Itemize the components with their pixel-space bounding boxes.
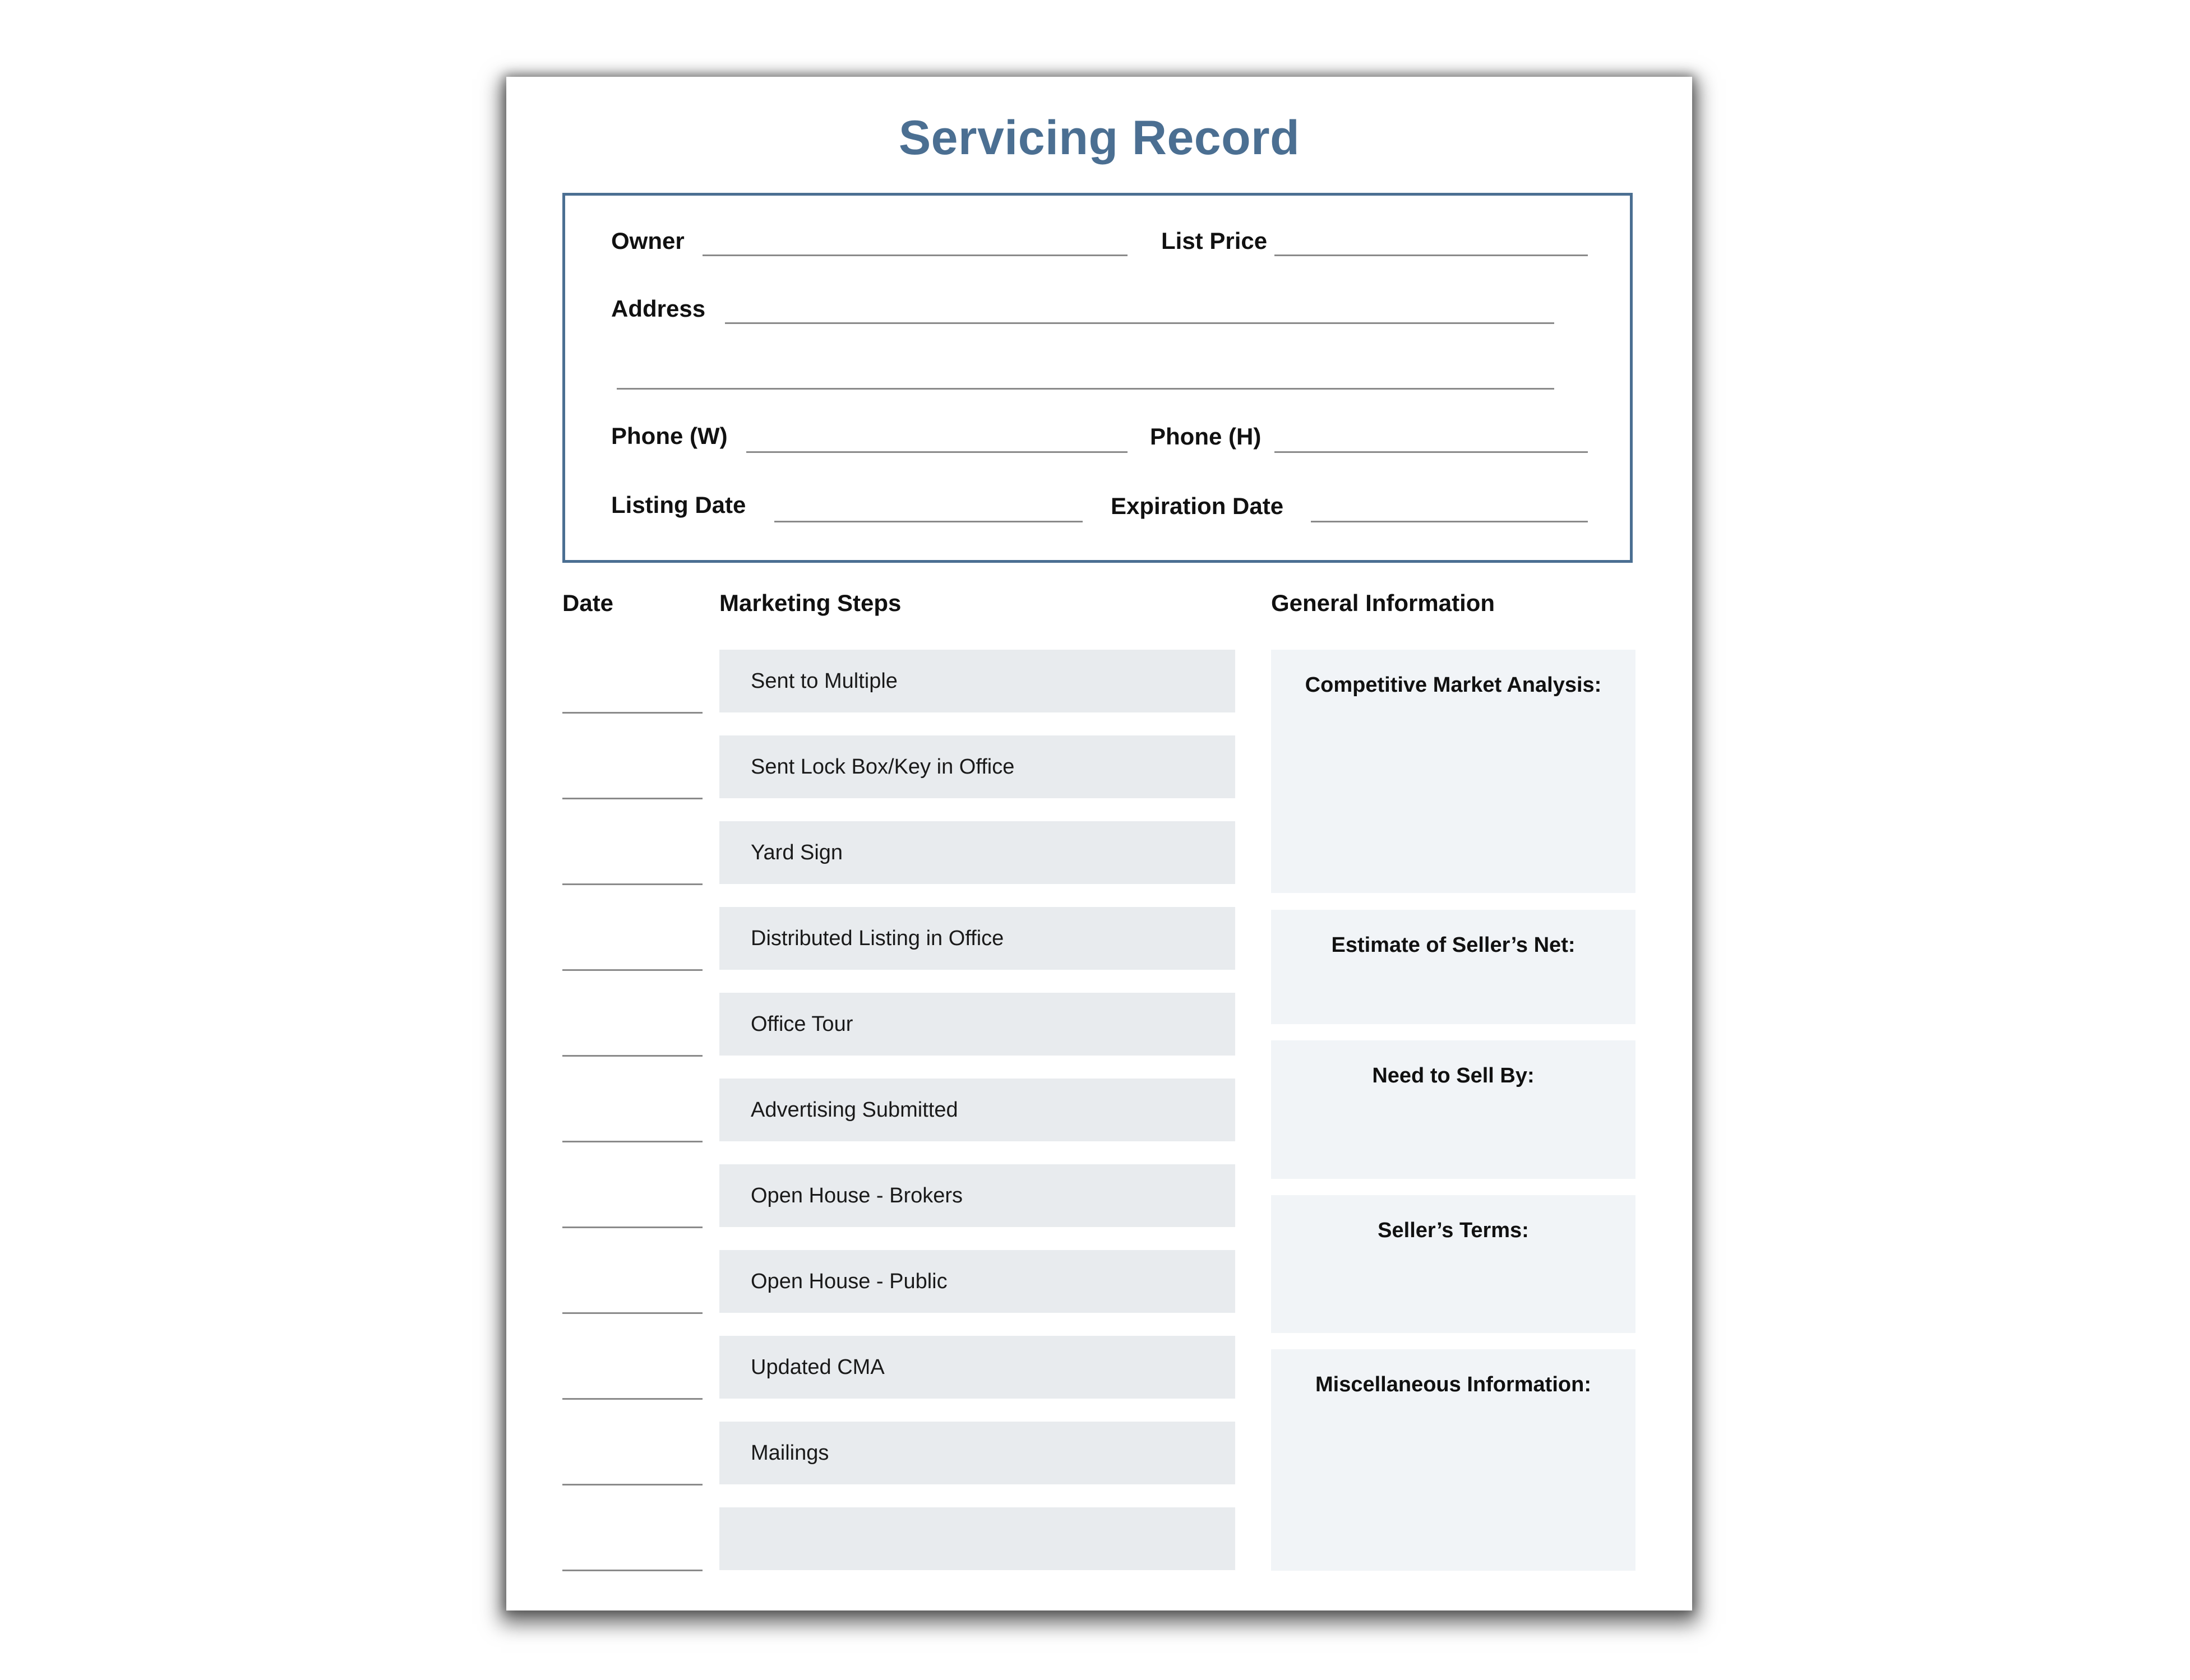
sellers-terms-label: Seller’s Terms: xyxy=(1378,1219,1529,1242)
marketing-step[interactable]: Sent to Multiple xyxy=(719,650,1235,712)
expiration-date-label: Expiration Date xyxy=(1111,493,1284,519)
phone-home-field[interactable] xyxy=(1274,451,1588,453)
marketing-step-blank[interactable] xyxy=(719,1507,1235,1570)
general-information-column-header: General Information xyxy=(1271,590,1495,616)
page-title: Servicing Record xyxy=(898,111,1300,165)
date-field[interactable] xyxy=(562,969,703,971)
list-price-label: List Price xyxy=(1161,228,1268,254)
estimate-of-sellers-net-panel[interactable] xyxy=(1271,910,1635,1024)
address-field-line-2[interactable] xyxy=(617,388,1554,390)
date-field[interactable] xyxy=(562,712,703,714)
date-field[interactable] xyxy=(562,1398,703,1400)
marketing-step[interactable]: Yard Sign xyxy=(719,821,1235,884)
date-field[interactable] xyxy=(562,1227,703,1228)
date-column-header: Date xyxy=(562,590,614,616)
need-to-sell-by-panel[interactable] xyxy=(1271,1040,1635,1179)
date-field[interactable] xyxy=(562,1484,703,1485)
marketing-step[interactable]: Mailings xyxy=(719,1422,1235,1484)
owner-info-box xyxy=(562,193,1633,563)
marketing-step[interactable]: Sent Lock Box/Key in Office xyxy=(719,735,1235,798)
miscellaneous-information-label: Miscellaneous Information: xyxy=(1315,1373,1591,1396)
expiration-date-field[interactable] xyxy=(1311,521,1588,522)
sellers-terms-panel[interactable] xyxy=(1271,1195,1635,1333)
list-price-field[interactable] xyxy=(1274,254,1588,256)
marketing-step[interactable]: Open House - Brokers xyxy=(719,1164,1235,1227)
address-field-line-1[interactable] xyxy=(725,322,1554,324)
marketing-step[interactable]: Open House - Public xyxy=(719,1250,1235,1313)
date-field[interactable] xyxy=(562,1312,703,1314)
date-field[interactable] xyxy=(562,1570,703,1571)
owner-field[interactable] xyxy=(703,254,1128,256)
competitive-market-analysis-label: Competitive Market Analysis: xyxy=(1305,673,1602,697)
estimate-of-sellers-net-label: Estimate of Seller’s Net: xyxy=(1331,933,1575,957)
listing-date-label: Listing Date xyxy=(611,492,746,518)
date-field[interactable] xyxy=(562,1141,703,1142)
phone-work-field[interactable] xyxy=(746,451,1128,453)
phone-work-label: Phone (W) xyxy=(611,423,728,449)
marketing-step[interactable]: Office Tour xyxy=(719,993,1235,1056)
miscellaneous-information-panel[interactable] xyxy=(1271,1349,1635,1571)
address-label: Address xyxy=(611,295,706,322)
date-field[interactable] xyxy=(562,798,703,799)
owner-label: Owner xyxy=(611,228,685,254)
marketing-step[interactable]: Distributed Listing in Office xyxy=(719,907,1235,970)
phone-home-label: Phone (H) xyxy=(1150,423,1262,450)
date-field[interactable] xyxy=(562,1055,703,1057)
servicing-record-sheet xyxy=(506,77,1692,1610)
need-to-sell-by-label: Need to Sell By: xyxy=(1372,1064,1535,1087)
marketing-step[interactable]: Advertising Submitted xyxy=(719,1079,1235,1141)
marketing-steps-column-header: Marketing Steps xyxy=(719,590,902,616)
marketing-step[interactable]: Updated CMA xyxy=(719,1336,1235,1399)
listing-date-field[interactable] xyxy=(774,521,1083,522)
competitive-market-analysis-panel[interactable] xyxy=(1271,650,1635,893)
date-field[interactable] xyxy=(562,883,703,885)
